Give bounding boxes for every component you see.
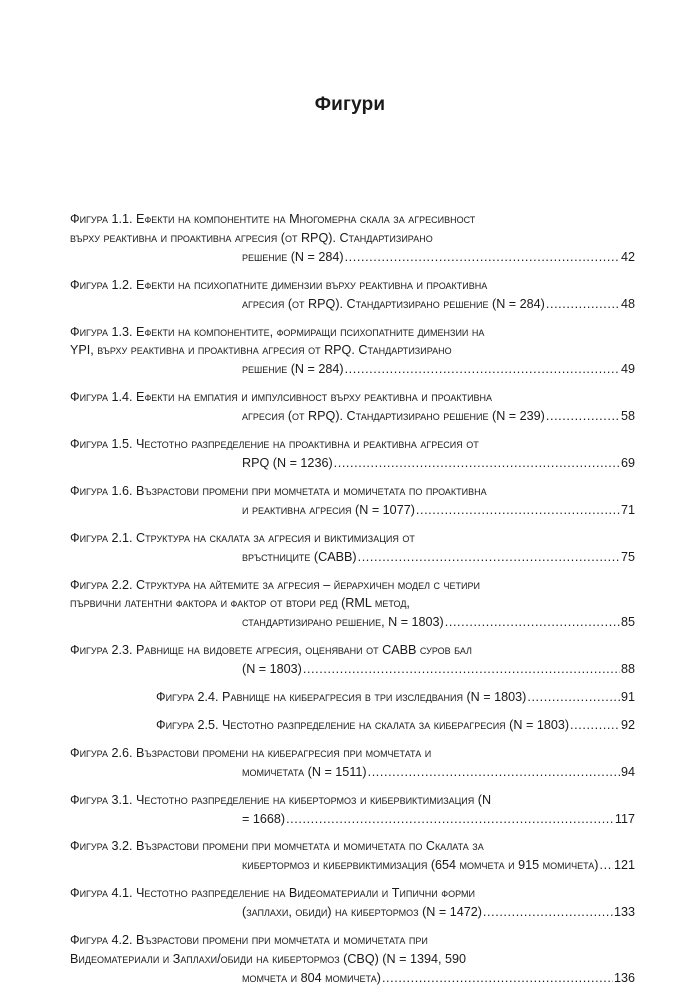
dot-leader: [358, 548, 620, 567]
page-number: 42: [620, 249, 635, 264]
dot-leader: [445, 613, 620, 632]
figure-entry[interactable]: [70, 323, 635, 380]
figure-list: [70, 210, 635, 997]
entry-last-line: стандартизирано решение, N = 1803): [242, 615, 444, 630]
entry-line: Фигура 3.2. Възрастови промени при момчетата и момичетата по Скалата за: [70, 839, 484, 854]
entry-last-line: RPQ (N = 1236): [242, 455, 333, 470]
page-number: 136: [613, 970, 635, 985]
page-number: 133: [613, 905, 635, 920]
dot-leader: [527, 688, 620, 707]
dot-leader: [416, 501, 620, 520]
figure-entry[interactable]: [70, 791, 635, 829]
page-number: 58: [620, 409, 635, 424]
dot-leader: [345, 248, 620, 267]
dot-leader: [368, 763, 620, 782]
figure-entry[interactable]: [70, 641, 635, 679]
page-number: 49: [620, 362, 635, 377]
entry-line: първични латентни фактора и фактор от втори ред (RML метод,: [70, 596, 410, 611]
dot-leader: [334, 454, 620, 473]
figure-entry[interactable]: [70, 276, 635, 314]
entry-last-line: кибертормоз и кибервиктимизация (654 момчета и 915 момичета): [242, 858, 599, 873]
entry-last-line: = 1668): [242, 811, 286, 826]
entry-leader-line: [156, 501, 635, 520]
entry-leader-line: [156, 360, 635, 379]
entry-line: Фигура 4.1. Честотно разпределение на Видеоматериали и Типични форми: [70, 886, 475, 901]
entry-line: върху реактивна и проактивна агресия (от RPQ). Стандартизирано: [70, 230, 433, 245]
dot-leader: [546, 407, 620, 426]
entry-line: Фигура 1.2. Ефекти на психопатните димензии върху реактивна и проактивна: [70, 277, 488, 292]
page-number: 94: [620, 764, 635, 779]
entry-line: Фигура 1.6. Възрастови промени при момчетата и момичетата по проактивна: [70, 483, 487, 498]
entry-last-line: (заплахи, обиди) на кибертормоз (N = 1472): [242, 905, 482, 920]
entry-line: Фигура 4.2. Възрастови промени при момчетата и момичетата при: [70, 933, 428, 948]
figure-entry[interactable]: [70, 529, 635, 567]
figure-entry[interactable]: [70, 744, 635, 782]
entry-leader-line: [156, 548, 635, 567]
entry-last-line: момичетата (N = 1511): [242, 764, 367, 779]
figure-entry[interactable]: [70, 931, 635, 988]
entry-line: Фигура 1.1. Ефекти на компонентите на Многомерна скала за агресивност: [70, 212, 476, 226]
dot-leader: [570, 716, 620, 735]
entry-leader-line: [156, 969, 635, 988]
entry-last-line: агресия (от RPQ). Стандартизирано решение (N = 284): [242, 296, 545, 311]
entry-leader-line: [156, 716, 635, 735]
entry-leader-line: [156, 454, 635, 473]
entry-leader-line: [156, 903, 635, 922]
entry-line: YPI, върху реактивна и проактивна агресия от RPQ. Стандартизирано: [70, 343, 452, 358]
entry-line: Фигура 1.3. Ефекти на компонентите, формиращи психопатните димензии на: [70, 324, 485, 339]
figure-entry[interactable]: [70, 688, 635, 707]
entry-last-line: момчета и 804 момичета): [242, 970, 381, 985]
entry-line: Фигура 3.1. Честотно разпределение на кибертормоз и кибервиктимизация (N: [70, 792, 492, 807]
entry-last-line: Фигура 2.5. Честотно разпределение на скалата за киберагресия (N = 1803): [156, 717, 570, 732]
page-number: 88: [620, 662, 635, 677]
entry-last-line: Фигура 2.4. Равнище на киберагресия в три изследвания (N = 1803): [156, 690, 527, 705]
entry-leader-line: [156, 613, 635, 632]
page-number: 91: [620, 690, 635, 705]
page-title: Фигури: [314, 94, 386, 115]
entry-leader-line: [156, 660, 635, 679]
dot-leader: [303, 660, 620, 679]
dot-leader: [483, 903, 613, 922]
entry-leader-line: [156, 688, 635, 707]
dot-leader: [600, 856, 613, 875]
figure-entry[interactable]: [70, 576, 635, 633]
entry-last-line: решение (N = 284): [242, 362, 344, 377]
entry-leader-line: [156, 763, 635, 782]
entry-last-line: (N = 1803): [242, 662, 302, 677]
page-number: 117: [614, 811, 635, 826]
entry-leader-line: [156, 407, 635, 426]
page-number: 92: [620, 717, 635, 732]
figure-entry[interactable]: [70, 210, 635, 267]
entry-line: Фигура 1.4. Ефекти на емпатия и импулсивност върху реактивна и проактивна: [70, 390, 493, 405]
entry-leader-line: [156, 856, 635, 875]
entry-line: Фигура 2.3. Равнище на видовете агресия, оценявани от CABB суров бал: [70, 643, 472, 658]
page-number: 71: [620, 502, 635, 517]
entry-last-line: решение (N = 284): [242, 249, 344, 264]
entry-last-line: и реактивна агресия (N = 1077): [242, 502, 415, 517]
entry-line: Фигура 2.6. Възрастови промени на киберагресия при момчетата и: [70, 745, 432, 760]
figure-entry[interactable]: [70, 435, 635, 473]
entry-leader-line: [156, 295, 635, 314]
entry-leader-line: [156, 248, 635, 267]
page-number: 75: [620, 549, 635, 564]
figure-entry[interactable]: [70, 716, 635, 735]
entry-last-line: връстниците (CABB): [242, 549, 357, 564]
dot-leader: [546, 295, 620, 314]
page-number: 85: [620, 615, 635, 630]
dot-leader: [286, 810, 614, 829]
page-number: 69: [620, 455, 635, 470]
figure-entry[interactable]: [70, 884, 635, 922]
page-number: 48: [620, 296, 635, 311]
entry-last-line: агресия (от RPQ). Стандартизирано решение (N = 239): [242, 409, 545, 424]
figure-entry[interactable]: [70, 837, 635, 875]
entry-line: Фигура 2.2. Структура на айтемите за агресия – йерархичен модел с четири: [70, 577, 480, 592]
page-number: 121: [613, 858, 635, 873]
dot-leader: [345, 360, 620, 379]
entry-leader-line: [156, 810, 635, 829]
entry-line: Фигура 2.1. Структура на скалата за агресия и виктимизация от: [70, 530, 415, 545]
entry-line: Фигура 1.5. Честотно разпределение на проактивна и реактивна агресия от: [70, 437, 479, 452]
figure-entry[interactable]: [70, 482, 635, 520]
dot-leader: [382, 969, 613, 988]
entry-line: Видеоматериали и Заплахи/обиди на кибертормоз (CBQ) (N = 1394, 590: [70, 952, 466, 966]
figure-entry[interactable]: [70, 388, 635, 426]
